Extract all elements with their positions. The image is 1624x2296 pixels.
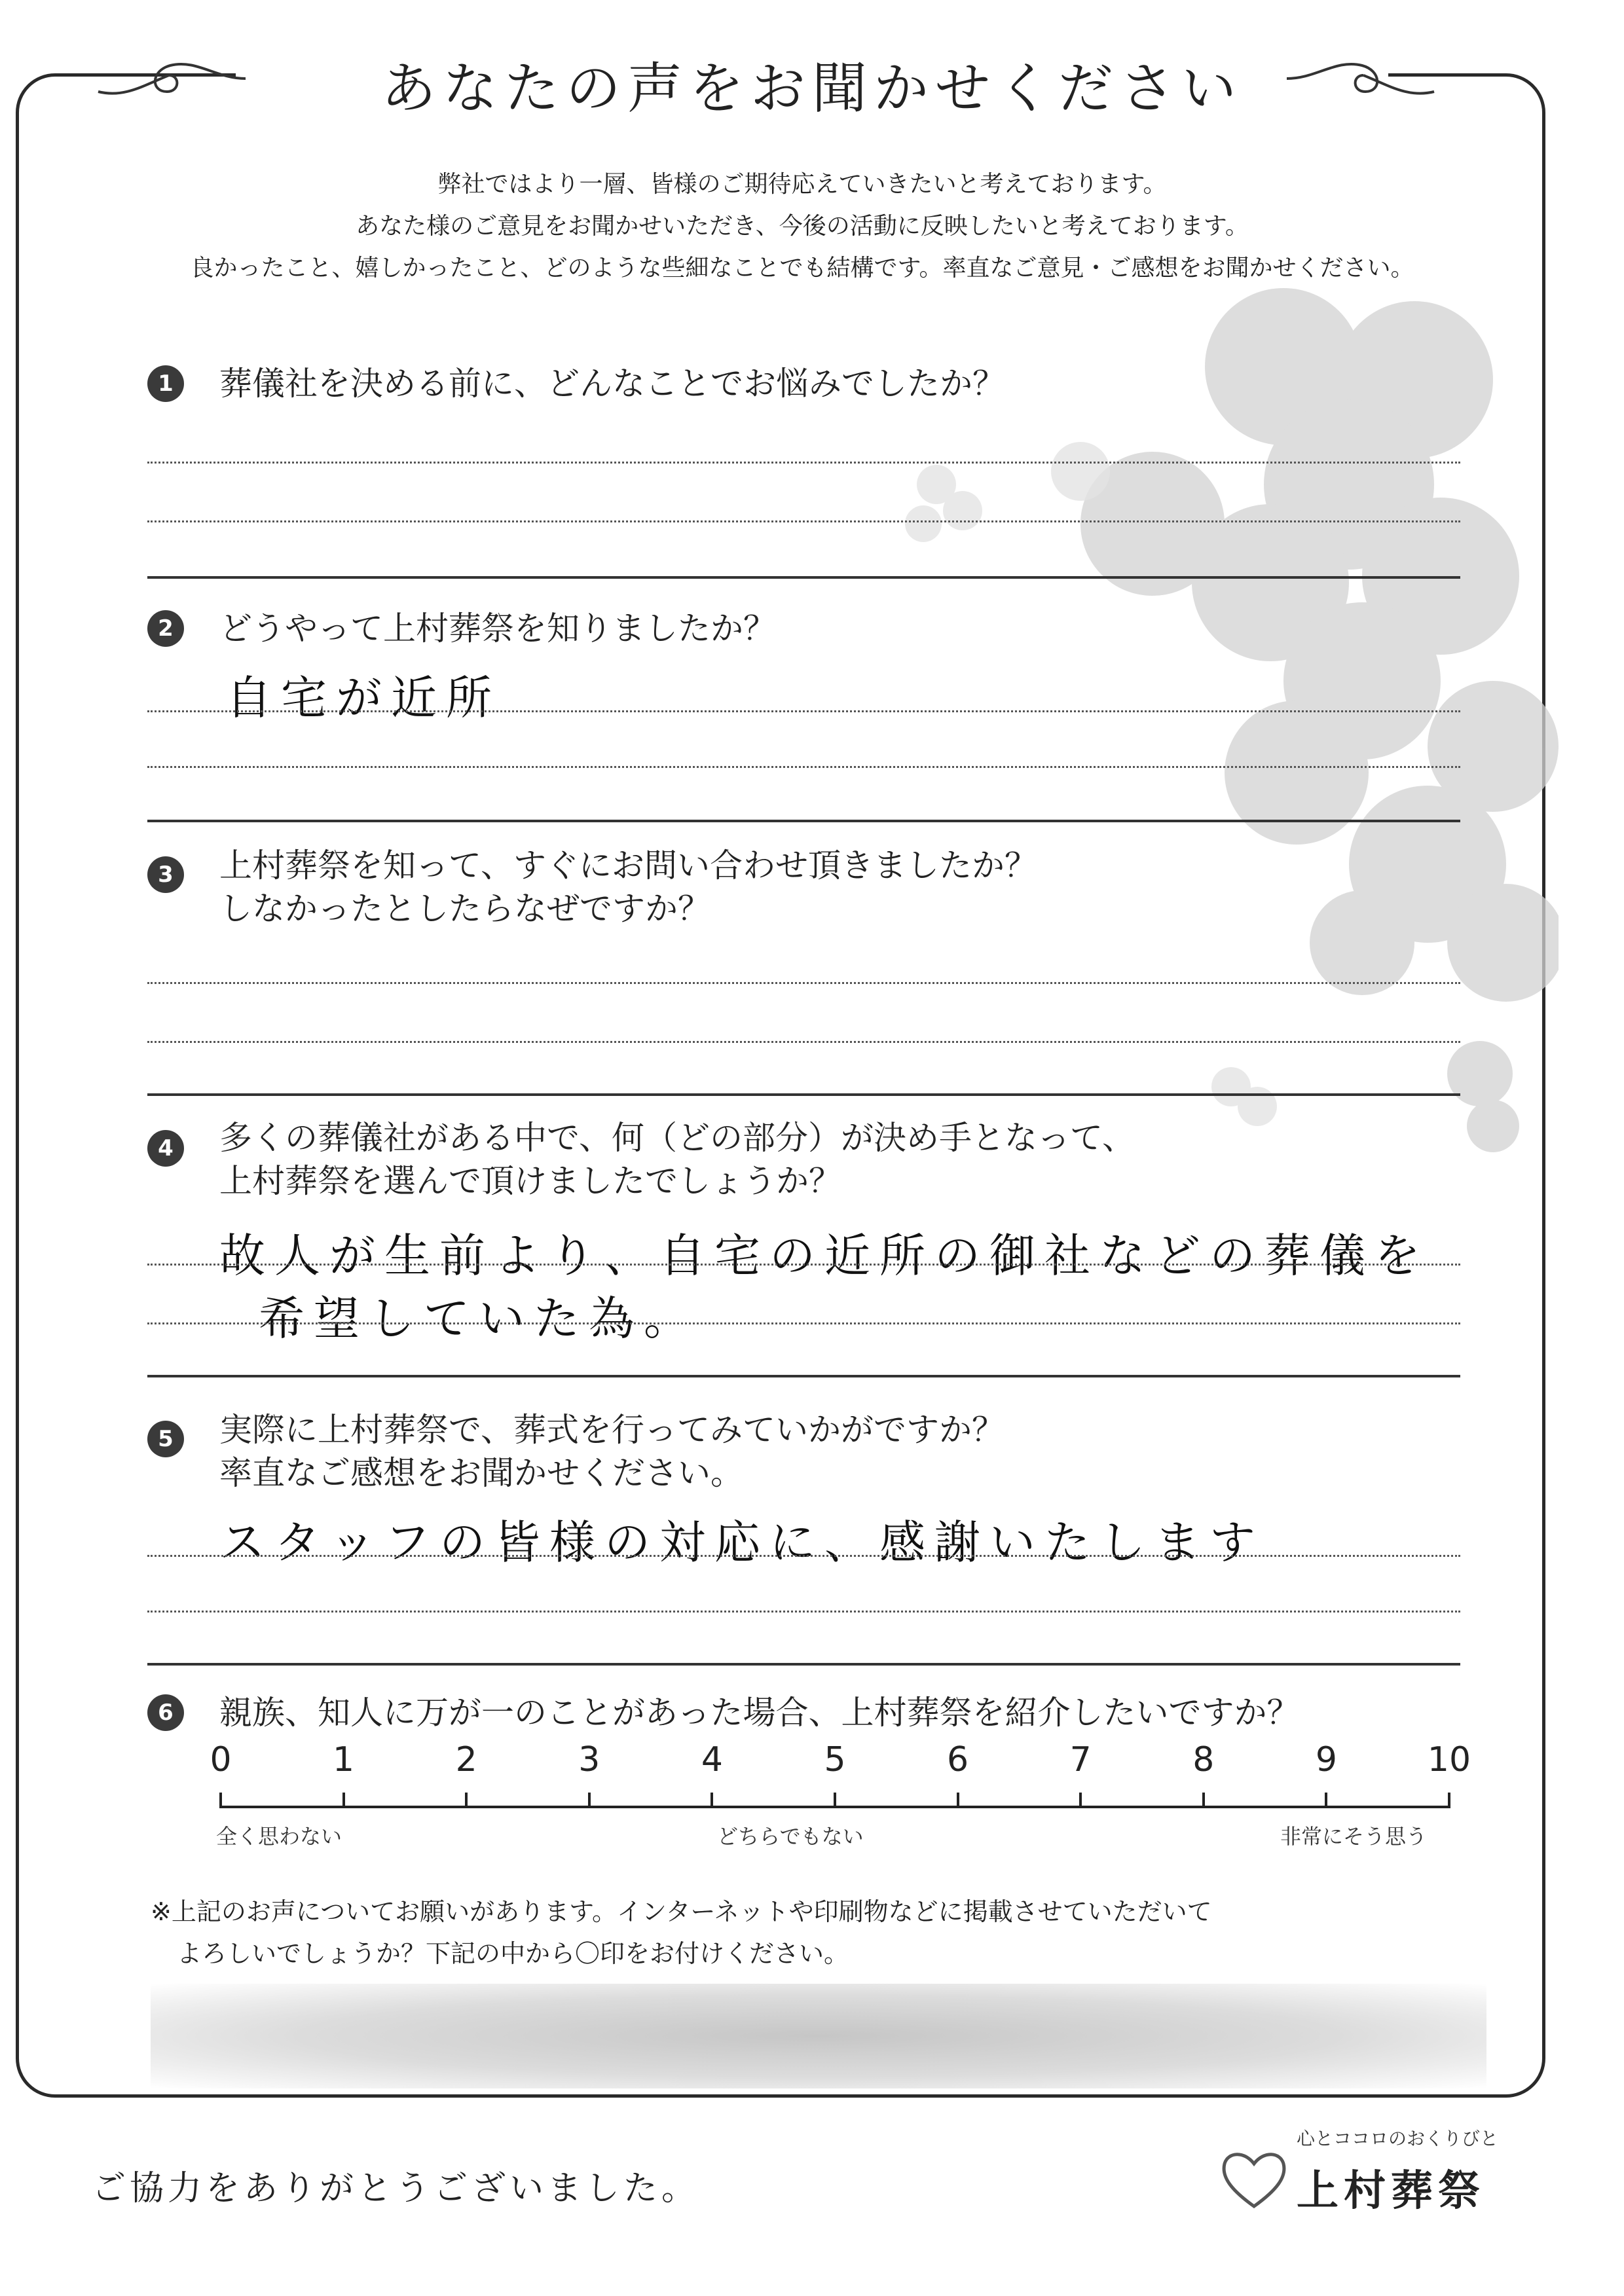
scale-tick-label[interactable]: 3: [578, 1740, 600, 1779]
answer-line: [147, 520, 1460, 522]
answer-line: [147, 1322, 1460, 1324]
intro-text: [98, 164, 1506, 289]
handwritten-answer: スタッフの皆様の対応に、感謝いたします: [219, 1516, 1264, 1569]
scale-tick-label[interactable]: 6: [947, 1740, 969, 1779]
scale-tick-label[interactable]: 5: [824, 1740, 846, 1779]
answer-line: [147, 1611, 1460, 1613]
question-number-badge: 4: [147, 1130, 184, 1167]
heart-logo-icon: [1218, 2144, 1290, 2216]
note-line: よろしいでしょうか？下記の中から〇印をお付けください。: [177, 1939, 849, 1968]
clover-decoration: [864, 275, 1559, 1322]
question-text: 上村葬祭を選んで頂けましたでしょうか？: [219, 1162, 841, 1200]
scale-low-label: 全く思わない: [216, 1824, 342, 1849]
question-text: 葬儀社を決める前に、どんなことでお悩みでしたか？: [219, 365, 1005, 403]
question-number-badge: 3: [147, 856, 184, 893]
question-text: 多くの葬儀社がある中で、何（どの部分）が決め手となって、: [219, 1119, 1135, 1157]
section-divider: [147, 1375, 1460, 1377]
answer-line: [147, 982, 1460, 984]
scale-tick-label[interactable]: 9: [1315, 1740, 1337, 1779]
scale-tick[interactable]: [834, 1793, 836, 1808]
question-text: 率直なご感想をお聞かせください。: [219, 1454, 743, 1492]
intro-line: 良かったこと、嬉しかったこと、どのような些細なことでも結構です。率直なご意見・ご感想をお聞かせください。: [190, 255, 1414, 282]
swirl-ornament-right: [1283, 52, 1441, 105]
answer-line: [147, 766, 1460, 768]
section-divider: [147, 820, 1460, 822]
question-number-badge: 2: [147, 610, 184, 647]
title-banner: [236, 39, 1388, 137]
question-text: 実際に上村葬祭で、葬式を行ってみていかがですか？: [219, 1411, 1005, 1449]
scale-tick-label[interactable]: 2: [455, 1740, 477, 1779]
question-text: どうやって上村葬祭を知りましたか？: [219, 610, 776, 647]
question-text: 上村葬祭を知って、すぐにお問い合わせ頂きましたか？: [219, 847, 1037, 884]
handwritten-answer: 自宅が近所: [226, 671, 501, 725]
logo-name: 上村葬祭: [1297, 2167, 1485, 2215]
logo-tagline: 心とココロのおくりびと: [1297, 2128, 1499, 2149]
question-number-badge: 1: [147, 365, 184, 402]
intro-line: 弊社ではより一層、皆様のご期待応えていきたいと考えております。: [437, 171, 1167, 198]
handwritten-answer: 故人が生前より、自宅の近所の御社などの葬儀を: [219, 1229, 1430, 1283]
scale-tick[interactable]: [1325, 1793, 1327, 1808]
answer-line: [147, 710, 1460, 712]
scale-tick-label[interactable]: 10: [1427, 1740, 1471, 1779]
question-text: 親族、知人に万が一のことがあった場合、上村葬祭を紹介したいですか？: [219, 1694, 1300, 1732]
scale-tick[interactable]: [1079, 1793, 1082, 1808]
scale-tick[interactable]: [465, 1793, 468, 1808]
question-number-badge: 5: [147, 1421, 184, 1457]
answer-line: [147, 1555, 1460, 1557]
intro-line: あなた様のご意見をお聞かせいただき、今後の活動に反映したいと考えております。: [356, 213, 1249, 240]
section-divider: [147, 1093, 1460, 1096]
scale-tick[interactable]: [957, 1793, 959, 1808]
answer-line: [147, 462, 1460, 464]
scale-high-label: 非常にそう思う: [1280, 1824, 1428, 1849]
section-divider: [147, 1663, 1460, 1666]
answer-line: [147, 1264, 1460, 1266]
scale-tick[interactable]: [588, 1793, 591, 1808]
scale-tick[interactable]: [219, 1793, 222, 1808]
thanks-message: ご協力をありがとうございました。: [92, 2169, 700, 2208]
company-logo: [1218, 2124, 1559, 2236]
scale-tick-label[interactable]: 1: [333, 1740, 355, 1779]
scale-tick-label[interactable]: 0: [210, 1740, 232, 1779]
scale-tick[interactable]: [1202, 1793, 1205, 1808]
page-title: あなたの声をお聞かせください: [380, 56, 1243, 120]
section-divider: [147, 576, 1460, 579]
answer-line: [147, 1041, 1460, 1043]
scale-tick[interactable]: [1448, 1793, 1450, 1808]
question-number-badge: 6: [147, 1694, 184, 1731]
consent-note: [151, 1891, 1212, 1975]
note-line: ※上記のお声についてお願いがあります。インターネットや印刷物などに掲載させていただいて: [151, 1897, 1212, 1926]
scale-tick-label[interactable]: 8: [1192, 1740, 1215, 1779]
scale-tick-label[interactable]: 4: [701, 1740, 723, 1779]
scale-tick[interactable]: [710, 1793, 713, 1808]
scale-mid-label: どちらでもない: [717, 1824, 864, 1849]
handwritten-answer: 希望していた為。: [259, 1292, 699, 1345]
consent-area: [151, 1984, 1486, 2088]
scale-tick-label[interactable]: 7: [1069, 1740, 1092, 1779]
question-text: しなかったとしたらなぜですか？: [219, 890, 710, 928]
scale-tick[interactable]: [342, 1793, 345, 1808]
swirl-ornament-left: [92, 52, 249, 105]
